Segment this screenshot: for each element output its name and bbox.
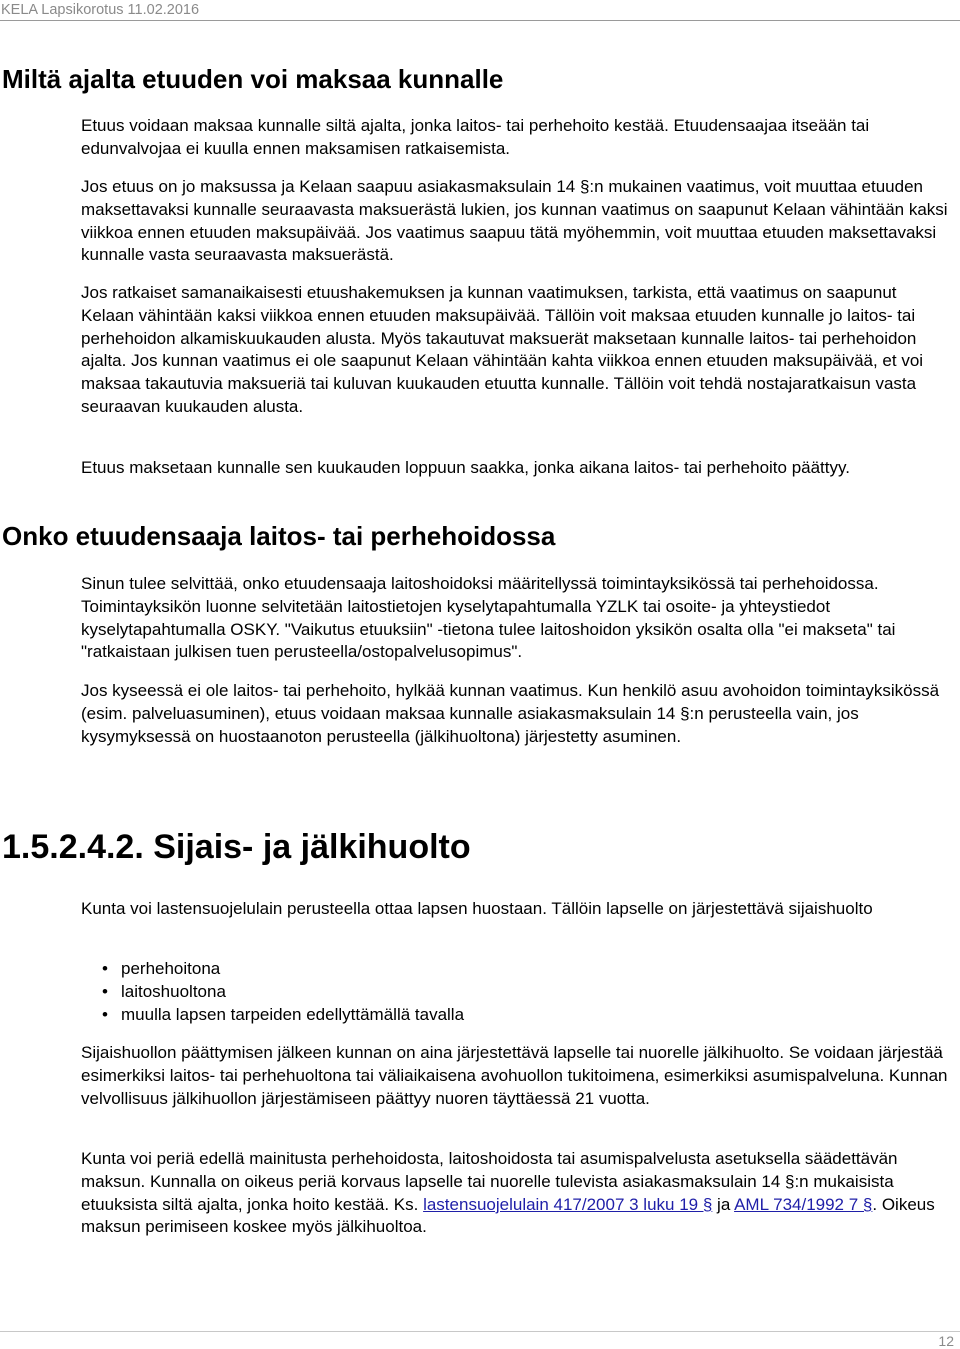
text-run: ja xyxy=(712,1194,735,1214)
section3-body xyxy=(81,898,951,921)
section-title-foster-aftercare: 1.5.2.4.2. Sijais- ja jälkihuolto xyxy=(2,828,471,866)
text-run: . Oikeus maksun perimiseen koskee myös jälkihuoltoa. xyxy=(81,1194,935,1237)
paragraph: Etuus maksetaan kunnalle sen kuukauden loppuun saakka, jonka aikana laitos- tai perhehoito päättyy. xyxy=(81,458,850,477)
paragraph: Kunta voi lastensuojelulain perusteella ottaa lapsen huostaan. Tällöin lapselle on järjestettävä sijaishuolto xyxy=(81,899,873,918)
paragraph: Jos etuus on jo maksussa ja Kelaan saapuu asiakasmaksulain 14 §:n mukainen vaatimus, voit muuttaa etuuden maksettavaksi kunnalle seuraavasta maksuerästä lukien, jos kunnan vaatimus on saapunut Kelaan vähintään kaksi viikkoa ennen etuuden maksupäivää. Jos vaatimus saapuu tätä myöhemmin, voit muuttaa etuuden maksettavaksi kunnalle vasta seuraavasta maksuerästä. xyxy=(81,177,948,265)
section1-body-3 xyxy=(81,282,951,419)
header-text: KELA Lapsikorotus 11.02.2016 xyxy=(1,2,200,18)
section1-body-4 xyxy=(81,457,951,480)
child-welfare-act-link[interactable]: lastensuojelulain 417/2007 3 luku 19 § xyxy=(423,1194,713,1214)
aml-law-link[interactable]: AML 734/1992 7 § xyxy=(734,1194,873,1214)
header-divider xyxy=(0,20,960,21)
care-type-list xyxy=(81,957,464,1026)
section1-body xyxy=(81,115,951,161)
paragraph: Etuus voidaan maksaa kunnalle siltä ajalta, jonka laitos- tai perhehoito kestää. Etuudensaajaa itseään tai edunvalvojaa ei kuulla ennen maksamisen ratkaisemista. xyxy=(81,116,870,158)
paragraph: Sinun tulee selvittää, onko etuudensaaja laitoshoidoksi määritellyssä toimintayksikössä tai perhehoidossa. Toimintayksikön luonne selvitetään laitostietojen kyselytapahtumalla YZLK tai osoite- ja yhteystiedot kyselytapahtumalla OSKY. "Vaikutus etuuksiin" -tietona tulee laitoshoidon yksikön osalta olla "ei makseta" tai "ratkaistaan julkisen tuen perusteella/ostopalvelusopimus". xyxy=(81,574,896,662)
section-heading-institutional-care: Onko etuudensaaja laitos- tai perhehoidossa xyxy=(2,521,556,551)
list-item: • laitoshuoltona xyxy=(81,980,464,1003)
page-header xyxy=(0,0,960,22)
list-item: • muulla lapsen tarpeiden edellyttämällä tavalla xyxy=(81,1003,464,1026)
paragraph: Jos kyseessä ei ole laitos- tai perhehoito, hylkää kunnan vaatimus. Kun henkilö asuu avohoidon toimintayksikössä (esim. palveluasuminen), etuus voidaan maksaa kunnalle asiakasmaksulain 14 §:n perusteella vain, jos kysymyksessä on huostaanoton perusteella (jälkihuoltona) järjestetty asuminen. xyxy=(81,681,940,746)
paragraph-with-links xyxy=(81,1148,951,1239)
section3-body-3 xyxy=(81,1148,951,1239)
list-item: • perhehoitona xyxy=(81,957,464,980)
section3-body-2 xyxy=(81,1042,951,1110)
section2-body xyxy=(81,573,951,664)
footer-divider xyxy=(0,1331,960,1332)
page-number: 12 xyxy=(938,1333,954,1349)
text-run: Kunta voi periä edellä mainitusta perhehoidosta, laitoshoidosta tai asumispalvelusta asetuksella säädettävän maksun. Kunnalla on oikeus periä korvaus lapselle tai nuorelle tulevista asiakasmaksulain 14 §:n mukaisista etuuksista siltä ajalta, jonka hoito kestää. Ks. xyxy=(81,1149,898,1214)
paragraph: Jos ratkaiset samanaikaisesti etuushakemuksen ja kunnan vaatimuksen, tarkista, että vaatimus on saapunut Kelaan vähintään kaksi viikkoa ennen etuuden maksupäivää. Tällöin voit maksaa etuuden kunnalle jo laitos- tai perhehoidon alkamiskuukauden alusta. Myös takautuvat maksuerät maksetaan kunnalle laitos- tai perhehoidon ajalta. Jos kunnan vaatimus ei ole saapunut Kelaan vähintään kahta viikkoa ennen etuuden maksupäivää, et voi maksaa takautuvia maksueriä tai kuluvan kuukauden etuutta kunnalle. Tällöin voit tehdä nostajaratkaisun vasta seuraavan kuukauden alusta. xyxy=(81,283,924,416)
section2-body-2 xyxy=(81,680,951,748)
paragraph: Sijaishuollon päättymisen jälkeen kunnan on aina järjestettävä lapselle tai nuorelle jälkihuolto. Se voidaan järjestää esimerkiksi laitos- tai perhehuoltona tai väliaikaisena avohuollon tukitoimena, esimerkiksi asumispalveluna. Kunnan velvollisuus jälkihuollon järjestämiseen päättyy nuoren täyttäessä 21 vuotta. xyxy=(81,1043,948,1108)
section1-body-2 xyxy=(81,176,951,267)
section-heading-payment-period: Miltä ajalta etuuden voi maksaa kunnalle xyxy=(2,64,504,94)
